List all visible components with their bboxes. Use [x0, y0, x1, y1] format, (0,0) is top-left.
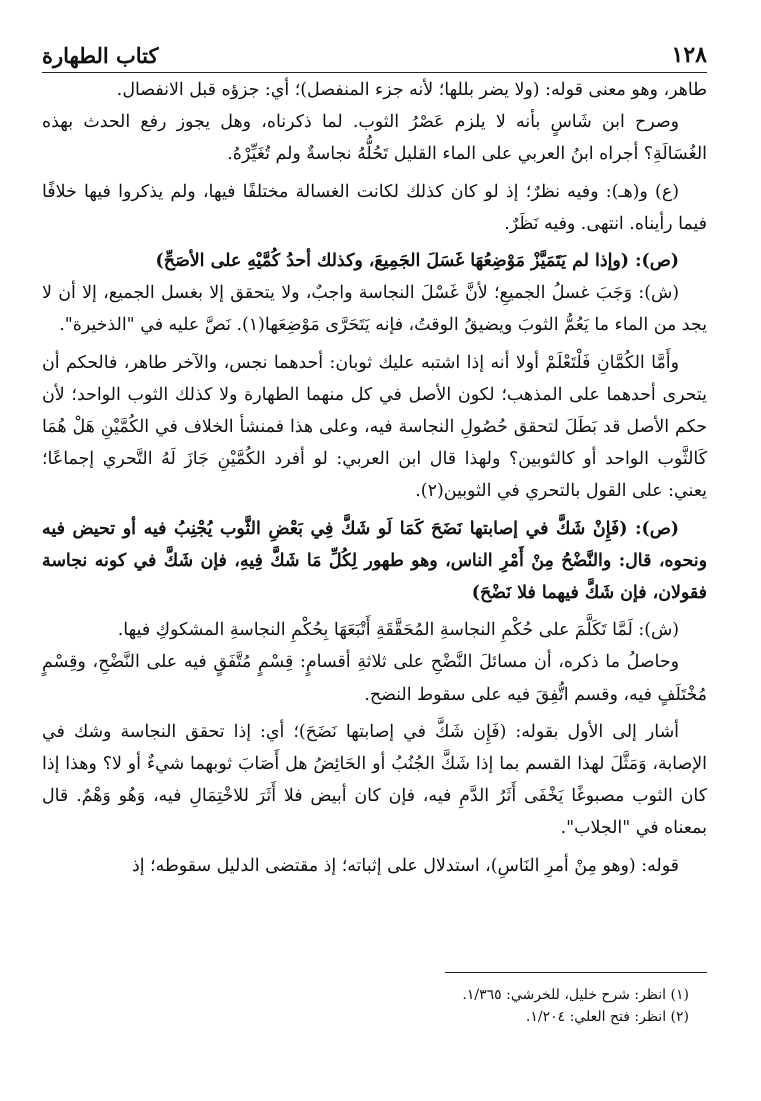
- paragraph: (ع) و(هـ): وفيه نظرٌ؛ إذ لو كان كذلك لكانت الغسالة مختلفًا فيها، ولم يذكروا فيها خلافًا فيما رأيناه. انتهى. وفيه نَظَرٌ.: [42, 181, 707, 234]
- page-header: [42, 34, 707, 73]
- paragraph: وصرح ابن شَاسٍ بأنه لا يلزم عَصْرُ الثوب. لما ذكرناه، وهل يجوز رفع الحدث بهذه الغُسَالَةِ؟ أجراه ابنُ العربي على الماء القليل تَحُلُّهُ نجاسةٌ ولم تُغَيِّرْهُ.: [42, 112, 707, 165]
- paragraph: أشار إلى الأول بقوله: (فَإِن شَكَّ في إصابتها نَضَحَ)؛ أي: إذا تحقق النجاسة وشك في الإصابة، وَمَثَّلَ لهذا القسم بما إذا شَكَّ الجُنُبُ أو الحَائِضُ هل أَصَابَ ثوبهما شيءٌ أو لا؟ وهذا إذا كان الثوب مصبوغًا يَخْفَى أَثَرُ الدَّمِ فيه، فإن كان أبيض فلا أَثَرَ للاخْتِمَالِ فيه، وَهُو وَهْمٌ. قال بمعناه في "الجلاب".: [42, 721, 707, 839]
- matn-quote: (ص): (فَإِنْ شَكَّ في إصابتها نَضَحَ كَمَا لَو شَكَّ فِي بَعْضِ الثَّوب يُجْنِبُ فيه أو تحيض فيه ونحوه، قال: والنَّضْحُ مِنْ أَمْرِ الناس، وهو طهور لِكُلِّ مَا شَكَّ فِيهِ، فإن شَكَّ في كونه نجاسة فقولان، فإن شَكَّ فيهما فلا نَضْحَ): [42, 518, 707, 604]
- paragraph: وأَمَّا الكُمَّانِ فَلْتَعْلَمْ أولا أنه إذا اشتبه عليك ثوبان: أحدهما نجس، والآخر طاهر، فالحكم أن يتحرى أحدهما على المذهب؛ لكون الأصل في كل منهما الطهارة ولا كذلك الثوب الواحد؛ لأن حكم الأصل قد بَطَلَ لتحقق حُصُولِ النجاسة فيه، وعلى هذا فمنشأ الخلاف في الكُمَّيْنِ هَلْ هُمَا كَالثَّوب الواحد أو كالثوبين؟ ولهذا قال ابن العربي: لو أفرد الكُمَّيْنِ جَازَ لَهُ التَّحري إجماعًا؛ يعني: على القول بالتحري في الثوبين(٢).: [42, 352, 707, 502]
- footnote: (١) انظر: شرح خليل، للخرشي: ١/٣٦٥.: [462, 987, 689, 1003]
- main-text: [42, 74, 707, 882]
- paragraph: قوله: (وهو مِنْ أمرِ النَاسِ)، استدلال على إثباته؛ إذ مقتضى الدليل سقوطه؛ إذ: [131, 855, 679, 876]
- paragraph: (ش): لَمَّا تَكَلَّمَ على حُكْمِ النجاسةِ المُحَقَّقَةِ أَتْبَعَهَا بِحُكْمِ النجاسةِ المشكوكِ فيها.: [117, 620, 679, 641]
- page-number: ١٢٨: [671, 42, 707, 68]
- footnote: (٢) انظر: فتح العلي: ١/٢٠٤.: [525, 1009, 689, 1025]
- footnote-divider: [445, 972, 707, 973]
- paragraph: (ش): وَجَبَ غسلُ الجميعِ؛ لأنَّ غَسْلَ النجاسة واجبٌ، ولا يتحقق إلا بغسل الجميع، إلا أن لا يجد من الماء ما يَعُمُّ الثوبَ ويضيقُ الوقتُ، فإنه يَتَحَرَّى مَوْضِعَها(١). نَصَّ عليه في "الذخيرة".: [42, 283, 707, 336]
- paragraph: طاهر، وهو معنى قوله: (ولا يضر بللها؛ لأنه جزء المنفصل)؛ أي: جزؤه قبل الانفصال.: [116, 80, 707, 100]
- running-title: كتاب الطهارة: [42, 43, 159, 68]
- footnotes: [42, 984, 707, 1028]
- paragraph: وحاصلُ ما ذكره، أن مسائلَ النَّضْحِ على ثلاثةِ أقسامٍ: قِسْمٍ مُتَّفَقٍ فيه على النَّضْحِ، وقِسْمٍ مُخْتَلَفٍ فيه، وقسم اتُّفِقَ فيه على سقوط النضح.: [42, 652, 707, 705]
- matn-quote: (ص): (وإذا لم يَتَمَيَّزْ مَوْضِعُهَا غَسَلَ الجَمِيعَ، وكذلك أحدُ كُمَّيْهِ على الأصَحِّ): [155, 251, 679, 272]
